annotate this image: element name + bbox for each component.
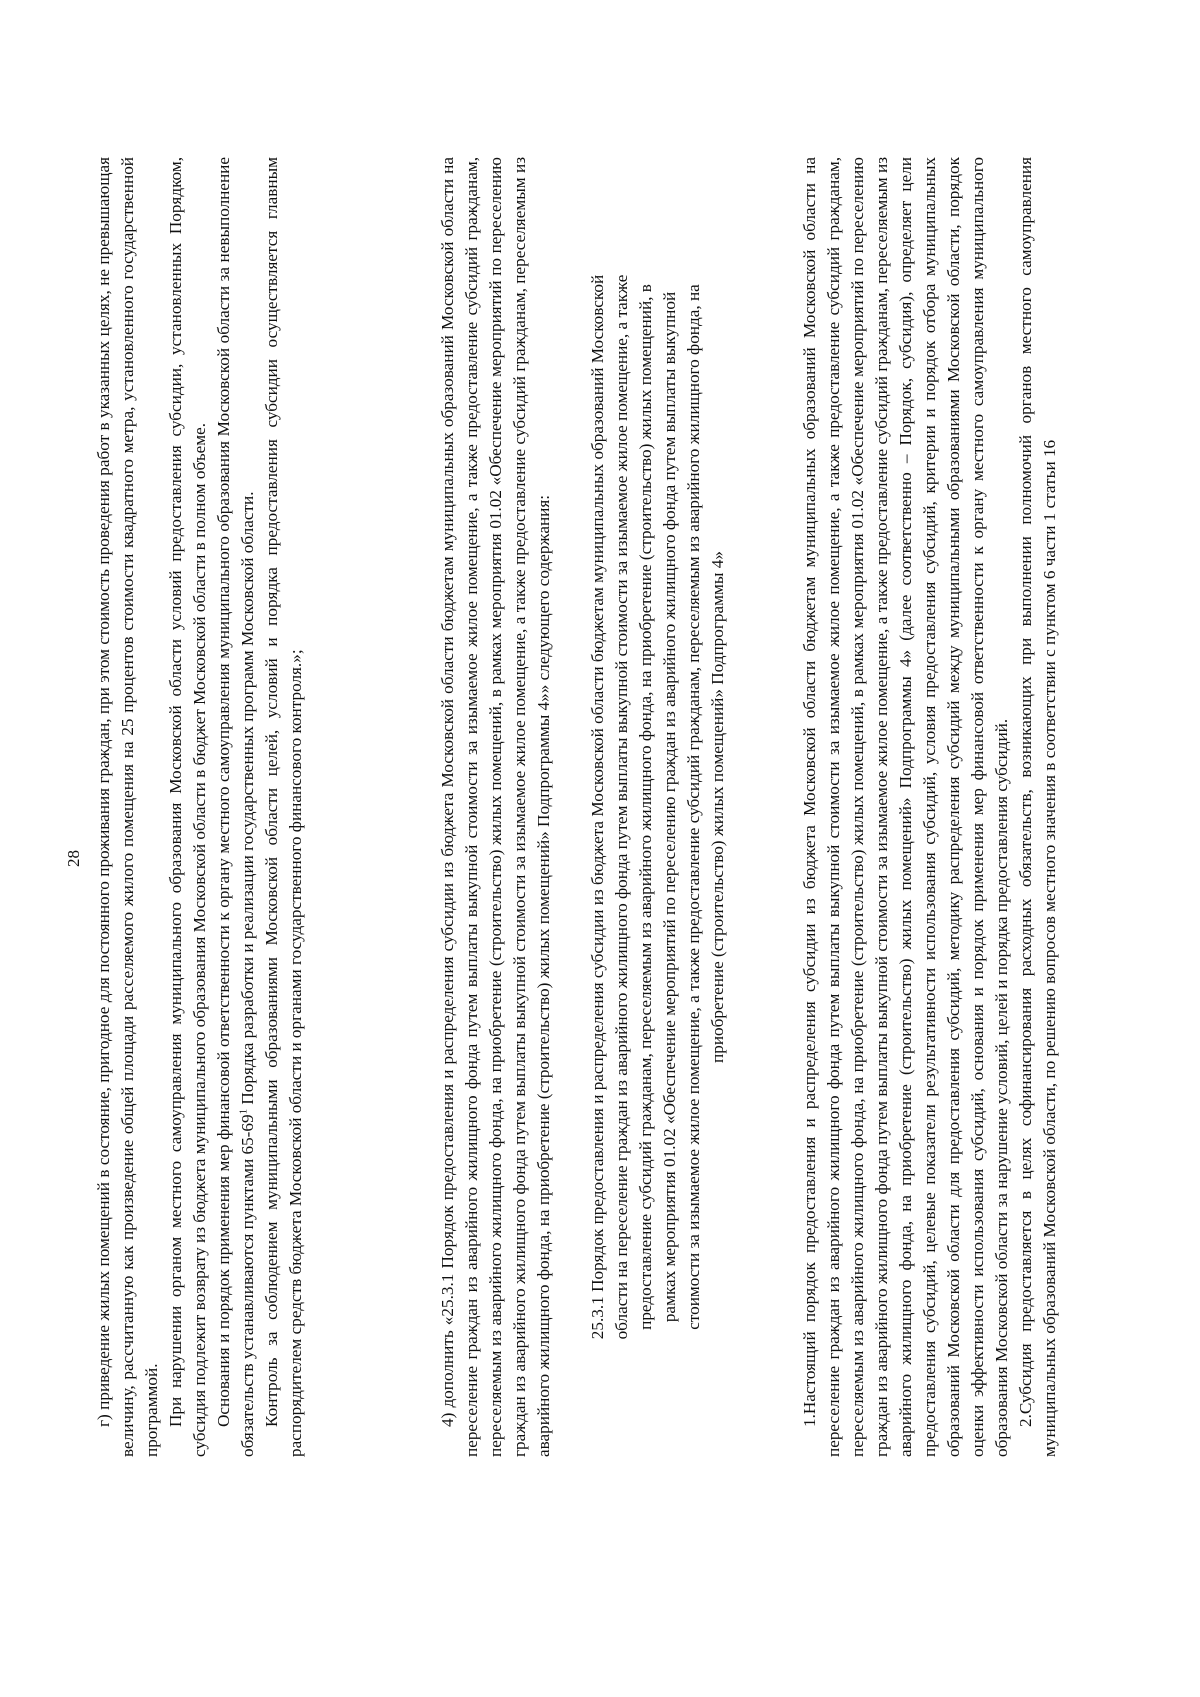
- paragraph-1: 1.Настоящий порядок предоставления и распределения субсидии из бюджета Московской области бюджетам муниципальных образований Московской области на переселение граждан из аварийного жилищного фонда путем выплаты выкупной стоимости за изымаемое жилое помещение, а также предоставление субсидий гражданам, переселяемым из аварийного жилищного фонда, на приобретение (строительство) жилых помещений, в рамках мероприятия 01.02 «Обеспечение мероприятий по переселению граждан из аварийного жилищного фонда путем выплаты выкупной стоимости за изымаемое жилое помещение, а также предоставление субсидий гражданам, переселяемым из аварийного жилищного фонда, на приобретение (строительство) жилых помещений» Подпрограммы 4» (далее соответственно – Порядок, субсидия), определяет цели предоставления субсидий, целевые показатели результативности использования субсидий, условия предоставления субсидий, критерии и порядок отбора муниципальных образований Московской области для предоставления субсидий, методику распределения субсидий между муниципальными образованиями Московской области, порядок оценки эффективности использования субсидий, основания и порядок применения мер финансовой ответственности к органу местного самоуправления муниципального образования Московской области за нарушение условий, целей и порядка предоставления субсидий.: [800, 157, 1011, 1457]
- section-heading: [586, 272, 730, 1342]
- paragraph-repair-costs: г) приведение жилых помещений в состояние, пригодное для постоянного проживания граждан, при этом стоимость проведения работ в указанных целях, не превышающая величину, рассчитанную как произведение общей площади расселяемого жилого помещения на 25 процентов стоимости квадратного метра, установленного государственной программой.: [94, 157, 161, 1457]
- grounds-text-end: Порядка разработки и реализации государственных программ Московской области.: [238, 491, 257, 1109]
- section-procedure: [798, 157, 1062, 1457]
- section-amendment-item-4: [436, 157, 556, 1457]
- paragraph-control: Контроль за соблюдением муниципальными образованиями Московской области целей, условий и порядка предоставления субсидии осуществляется главным распорядителем средств бюджета Московской области и органами государственного финансового контроля.»;: [262, 157, 305, 1457]
- paragraph-financial-responsibility: [212, 157, 260, 1457]
- paragraph-2: 2.Субсидия предоставляется в целях софинансирования расходных обязательств, возникающих при выполнении полномочий органов местного самоуправления муниципальных образований Московской области, по решению вопросов местного значения в соответствии с пунктом 6 части 1 статьи 16: [1016, 157, 1059, 1457]
- page-number: 28: [64, 850, 83, 867]
- paragraph-item-4: 4) дополнить «25.3.1 Порядок предоставления и распределения субсидии из бюджета Московской области бюджетам муниципальных образований Московской области на переселение граждан из аварийного жилищного фонда путем выплаты выкупной стоимости за изымаемое жилое помещение, а также предоставление субсидий гражданам, переселяемым из аварийного жилищного фонда, на приобретение (строительство) жилых помещений, в рамках мероприятия 01.02 «Обеспечение мероприятий по переселению граждан из аварийного жилищного фонда путем выплаты выкупной стоимости за изымаемое жилое помещение, а также предоставление субсидий гражданам, переселяемым из аварийного жилищного фонда, на приобретение (строительство) жилых помещений» Подпрограммы 4»» следующего содержания:: [438, 157, 553, 1457]
- footnote-superscript: 1: [237, 1108, 250, 1115]
- section-subsidy-return: [92, 157, 308, 1457]
- heading-25-3-1: 25.3.1 Порядок предоставления и распределения субсидии из бюджета Московской области бюджетам муниципальных образований Московской области на переселение граждан из аварийного жилищного фонда путем выплаты выкупной стоимости за изымаемое жилое помещение, а также предоставление субсидий гражданам, переселяемым из аварийного жилищного фонда, на приобретение (строительство) жилых помещений, в рамках мероприятия 01.02 «Обеспечение мероприятий по переселению граждан из аварийного жилищного фонда путем выплаты выкупной стоимости за изымаемое жилое помещение, а также предоставление субсидий гражданам, переселяемым из аварийного жилищного фонда, на приобретение (строительство) жилых помещений» Подпрограммы 4»: [588, 274, 727, 1340]
- grounds-text: Основания и порядок применения мер финансовой ответственности к органу местного самоуправления муниципального образования Московской области за невыполнение обязательств устанавливаются пунктами 65-69: [214, 157, 257, 1457]
- paragraph-violation: При нарушении органом местного самоуправления муниципального образования Московской области условий предоставления субсидии, установленных Порядком, субсидия подлежит возврату из бюджета муниципального образования Московской области в бюджет Московской области в полном объеме.: [166, 157, 209, 1457]
